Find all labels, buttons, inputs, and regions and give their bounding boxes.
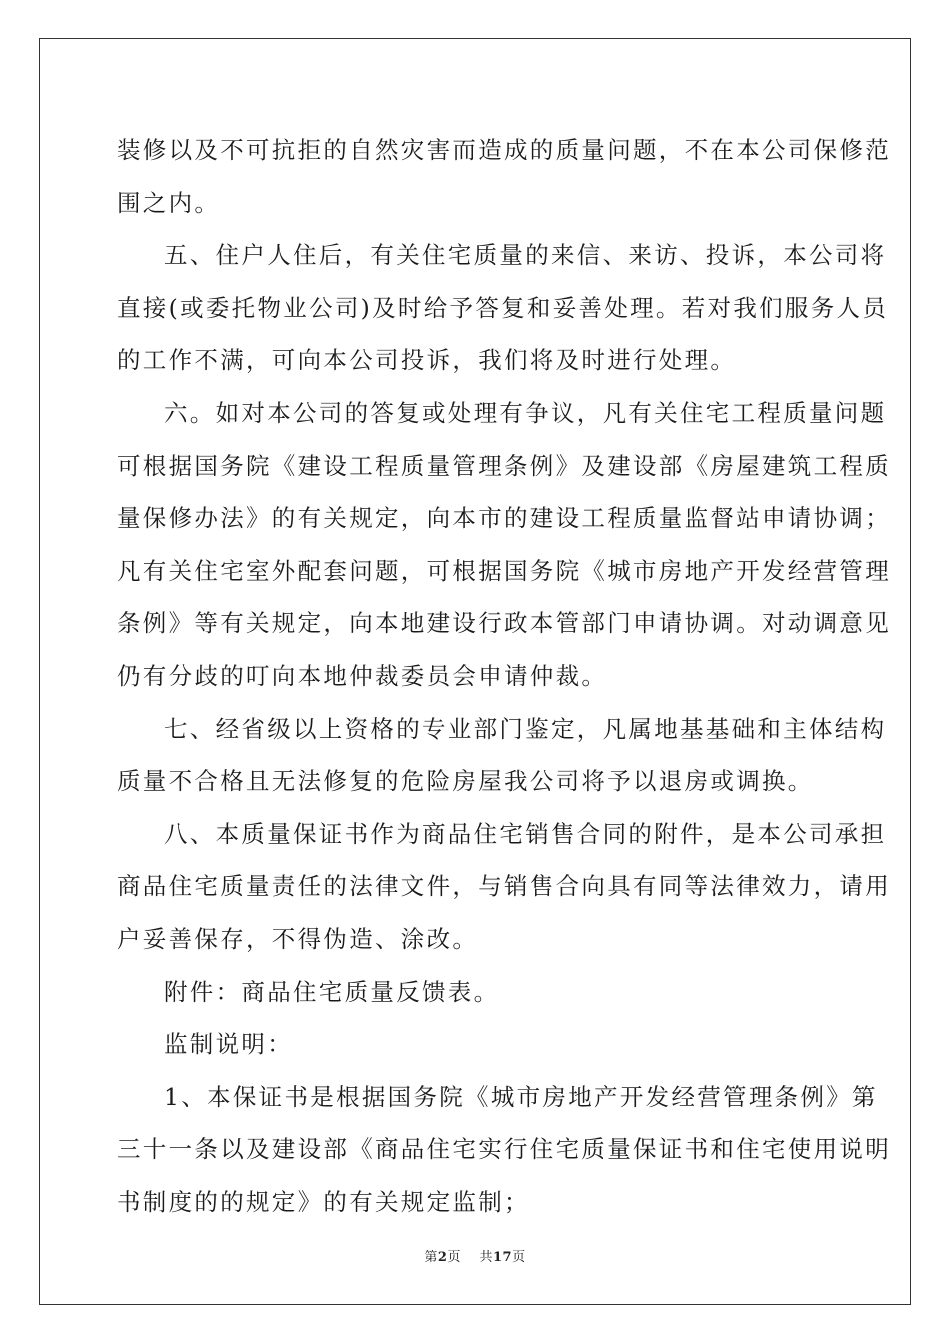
page-footer <box>0 1246 950 1265</box>
footer-total-pages: 17 <box>493 1250 513 1265</box>
text-line: 质量不合格且无法修复的危险房屋我公司将予以退房或调换。 <box>117 767 814 796</box>
text-line: 凡有关住宅室外配套问题，可根据国务院《城市房地产开发经营管理 <box>117 556 891 585</box>
footer-total-suffix: 页 <box>512 1250 526 1265</box>
text-line: 1、本保证书是根据国务院《城市房地产开发经营管理条例》第 <box>164 1082 878 1111</box>
text-line: 直接(或委托物业公司)及时给予答复和妥善处理。若对我们服务人员 <box>117 293 889 322</box>
text-line: 装修以及不可抗拒的自然灾害而造成的质量问题，不在本公司保修范 <box>117 136 891 164</box>
text-line: 条例》等有关规定，向本地建设行政本管部门申请协调。对动调意见 <box>117 609 891 638</box>
text-line: 六。如对本公司的答复或处理有争议，凡有关住宅工程质量问题 <box>164 398 887 427</box>
paragraph-supervision-heading <box>117 1018 833 1071</box>
text-line: 监制说明： <box>164 1030 293 1059</box>
paragraph-item-five <box>117 229 889 387</box>
text-line: 八、本质量保证书作为商品住宅销售合同的附件，是本公司承担 <box>164 819 887 848</box>
paragraph-attachment <box>117 966 833 1019</box>
text-line: 五、住户人住后，有关住宅质量的来信、来访、投诉，本公司将 <box>164 241 887 270</box>
text-line: 三十一条以及建设部《商品住宅实行住宅质量保证书和住宅使用说明 <box>117 1135 891 1164</box>
text-line: 仍有分歧的叮向本地仲裁委员会申请仲裁。 <box>117 661 608 690</box>
text-line: 可根据国务院《建设工程质量管理条例》及建设部《房屋建筑工程质 <box>117 451 891 480</box>
text-line: 围之内。 <box>117 188 221 217</box>
document-body <box>117 124 891 1228</box>
text-line: 的工作不满，可向本公司投诉，我们将及时进行处理。 <box>117 346 737 375</box>
paragraph-item-six <box>117 387 891 703</box>
footer-page-suffix: 页 <box>447 1250 461 1265</box>
text-line: 书制度的的规定》的有关规定监制； <box>117 1187 530 1216</box>
text-line: 量保修办法》的有关规定，向本市的建设工程质量监督站申请协调； <box>117 504 891 533</box>
text-line: 附件：商品住宅质量反馈表。 <box>164 977 500 1006</box>
footer-total-prefix: 共 <box>479 1250 493 1265</box>
footer-page-number: 2 <box>437 1250 448 1265</box>
paragraph-note-one <box>117 1071 891 1229</box>
footer-page-prefix: 第 <box>424 1250 438 1265</box>
text-line: 七、经省级以上资格的专业部门鉴定，凡属地基基础和主体结构 <box>164 714 887 743</box>
text-line: 户妥善保存，不得伪造、涂改。 <box>117 924 479 953</box>
paragraph-item-eight <box>117 808 891 966</box>
text-line: 商品住宅质量责任的法律文件，与销售合向具有同等法律效力，请用 <box>117 872 891 901</box>
paragraph-continued <box>117 124 891 229</box>
paragraph-item-seven <box>117 703 887 808</box>
